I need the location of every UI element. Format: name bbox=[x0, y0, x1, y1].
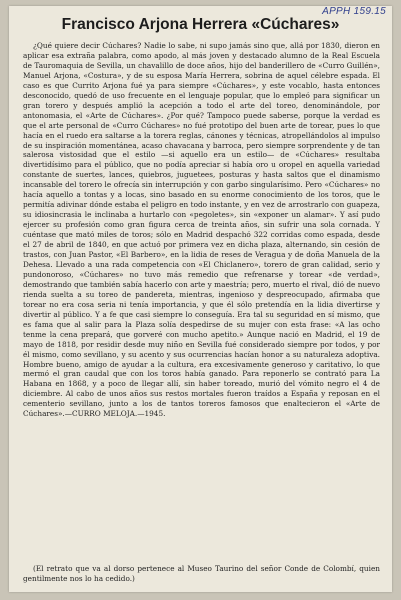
document-title: Francisco Arjona Herrera «Cúchares» bbox=[61, 16, 340, 33]
document-card bbox=[9, 6, 392, 592]
footnote-text: (El retrato que va al dorso pertenece al Museo Taurino del señor Conde de Colombí, quien gentilmente nos lo ha cedido.) bbox=[23, 564, 380, 583]
footnote bbox=[23, 564, 380, 584]
document-body bbox=[23, 41, 380, 419]
handwritten-reference-mark: APPH 159.15 bbox=[322, 6, 386, 17]
body-paragraph: ¿Qué quiere decir Cúchares? Nadie lo sabe, ni supo jamás sino que, allá por 1830, dieron en aplicar esa extraña palabra, como apodo, al más joven y destacado alumno de la Real Escuela de Tauromaquia de Sevilla, un chavalillo de doce años, hijo del banderillero de «Curro Guillén», Manuel Arjona, «Costura», y de su esposa María Herrera, sobrina de aquel célebre espada. El caso es que Currito Arjona fué ya para siempre «Cúchares», y este vocablo, hasta entonces desconocido, quedó de uso frecuente en el lenguaje popular, que lo empleó para significar un gran torero y después amplió la acepción a todo el arte del toreo, denominándole, por antonomasia, el «Arte de Cúchares». ¿Por qué? Tampoco puede saberse, porque la verdad es que el arte personal de «Curro Cúchares» no fué prototipo del buen arte de torear, pues lo que hacía en el ruedo era saltarse a la torera reglas, cánones y técnicas, atropellándolos al impulso de su inspiración momentánea, acaso chavacana y barroca, pero siempre sorprendente y de tan salerosa vistosidad que el estilo —si aquello era un estilo— de «Cúchares» resultaba divertidísimo para el público, que no podía apreciar si había oro u oropel en aquella variedad constante de suertes, lances, quiebros, juguetees, posturas y hasta saltos que el dinamismo incansable del torero le ofrecía sin interrupción y con garbo singularísimo. Pero «Cúchares» no hacía aquello a tontas y a locas, sino basado en su enorme conocimiento de los toros, que le permitía adivinar dónde estaba el peligro en todo instante, y en vez de arrostrarlo con guapeza, su idiosincrasia le inclinaba a hurtarlo con «pegoletes», sin «exponer un alamar». Y así pudo ejercer su profesión como gran figura cerca de treinta años, sin sufrir una sola cornada. Y cuéntase que mató miles de toros; sólo en Madrid despachó 322 corridas como espada, desde el 27 de abril de 1840, en que actuó por primera vez en dicha plaza, alternando, sin cesión de trastos, con Juan Pastor, «El Barbero», en la lidia de reses de Veragua y de doña Manuela de la Dehesa. Llevado a una rada competencia con «El Chiclanero», torero de gran calidad, serio y pundonoroso, «Cúchares» no tuvo más remedio que refrenarse y torear «de verdad», demostrando que también sabía hacerlo con arte y maestría; pero, muerto el rival, dió de nuevo rienda suelta a su toreo de pandereta, mientras, ingenioso y despreocupado, afirmaba que torear no era cosa seria ni tenía importancia, y que él sólo pretendía en la lidia divertirse y divertir al público. Y a fe que casi siempre lo conseguía. Era tal su seguridad en sí mismo, que es fama que al salir para la Plaza solía despedirse de su mujer con esta frase: «A las ocho tenme la cena prepará, que gorveré con mucho apetito.» Aunque nació en Madrid, el 19 de mayo de 1818, por residir desde muy niño en Sevilla fué considerado siempre por todos, y por él mismo, como sevillano, y su acento y sus ocurrencias hacían honor a su naturaleza adoptiva. Hombre bueno, amigo de ayudar a la cultura, era excesivamente generoso y caritativo, lo que mermó el gran caudal que con los toros había ganado. Para reponerlo se contrató para La Habana en 1868, y a poco de llegar allí, sin haber toreado, murió del vómito negro el 4 de diciembre. Al cabo de unos años sus restos mortales fueron traídos a España y reposan en el cementerio sevillano, junto a los de tantos toreros famosos que enaltecieron el «Arte de Cúchares».—CURRO MELOJA.—1945. bbox=[23, 41, 380, 419]
